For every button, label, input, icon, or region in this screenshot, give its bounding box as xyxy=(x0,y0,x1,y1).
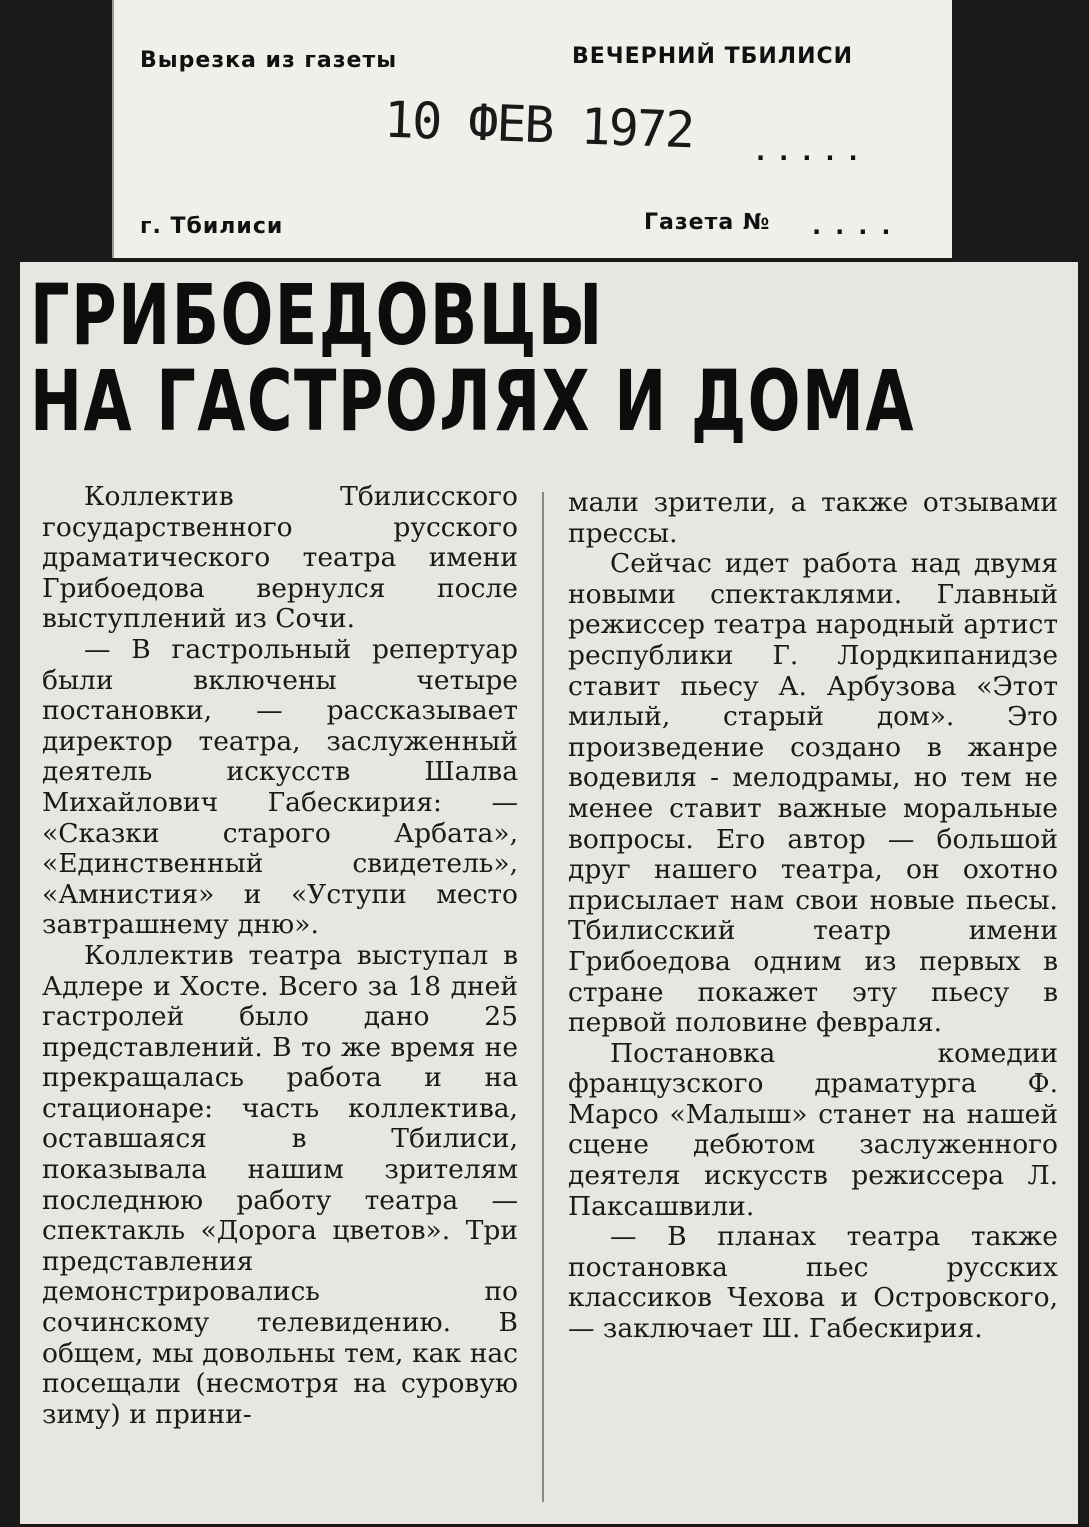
headline-line-2: НА ГАСТРОЛЯХ И ДОМА xyxy=(30,352,915,450)
paragraph: Сейчас идет работа над двумя новыми спектаклями. Главный режиссер театра народный артист республики Г. Лордкипанидзе ставит пьесу А. Арбузова «Этот милый, старый дом». Это произведение создано в жанре водевиля - мелодрамы, но тем не менее ставит важные моральные вопросы. Его автор — большой друг нашего театра, он охотно присылает нам свои новые пьесы. Тбилисский театр имени Грибоедова одним из первых в стране покажет эту пьесу в первой половине февраля. xyxy=(568,548,1058,1039)
issue-label: Газета № xyxy=(644,210,771,235)
headline xyxy=(30,266,915,450)
source-label: Вырезка из газеты xyxy=(140,48,398,73)
paragraph: — В гастрольный репертуар были включены четыре постановки, — рассказывает директор театра, заслуженный деятель искусств Шалва Михайлович Габескирия: — «Сказки старого Арбата», «Единственный свидетель», «Амнистия» и «Уступи место завтрашнему дню». xyxy=(42,633,518,941)
right-column xyxy=(568,488,1058,1345)
date-dots: ..... xyxy=(756,138,872,166)
column-divider xyxy=(542,492,544,1502)
issue-dots: .... xyxy=(812,212,905,240)
clipping-label xyxy=(112,0,952,258)
paragraph: Коллектив театра выступал в Адлере и Хосте. Всего за 18 дней гастролей было дано 25 представлений. В то же время не прекращалась работа и на стационаре: часть коллектива, оставшаяся в Тбилиси, показывала нашим зрителям последнюю работу театра — спектакль «Дорога цветов». Три представления демонстрировались по сочинскому телевидению. В общем, мы довольны тем, как нас посещали (несмотря на суровую зиму) и прини- xyxy=(42,939,518,1430)
date-stamp: 10 ФЕВ 1972 xyxy=(383,90,695,160)
left-column xyxy=(42,482,518,1430)
paragraph: Постановка комедии французского драматурга Ф. Марсо «Малыш» станет на нашей сцене дебютом заслуженного деятеля искусств режиссера Л. Паксашвили. xyxy=(568,1037,1058,1222)
paragraph: — В планах театра также постановка пьес русских классиков Чехова и Островского, — заключает Ш. Габескирия. xyxy=(568,1221,1058,1345)
paragraph-continuation: мали зрители, а также отзывами прессы. xyxy=(568,487,1058,549)
newspaper-name: ВЕЧЕРНИЙ ТБИЛИСИ xyxy=(572,44,854,69)
city-label: г. Тбилиси xyxy=(140,214,284,239)
newspaper-article xyxy=(20,262,1078,1524)
paragraph: Коллектив Тбилисского государственного русского драматического театра имени Грибоедова вернулся после выступлений из Сочи. xyxy=(42,481,518,635)
headline-line-1: ГРИБОЕДОВЦЫ xyxy=(30,266,604,364)
